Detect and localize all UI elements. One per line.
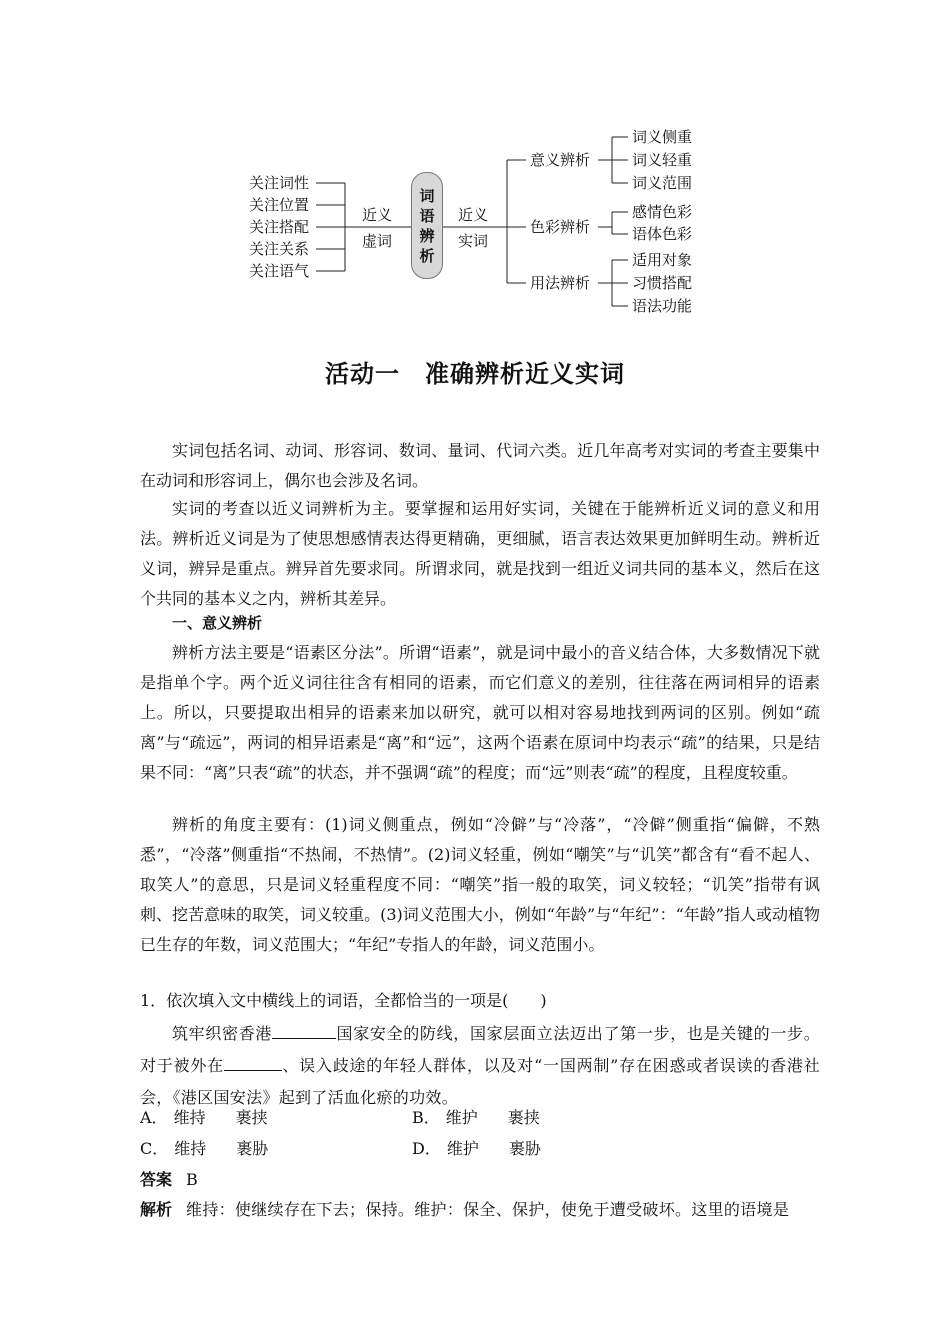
option-letter: D． [412, 1139, 441, 1158]
center-char: 辨 [419, 226, 435, 245]
page-title: 活动一 准确辨析近义实词 [325, 359, 625, 388]
left-label-bottom: 虚词 [362, 232, 393, 250]
option-word-2: 裹胁 [236, 1139, 269, 1158]
center-node [411, 172, 443, 279]
branch-item: 语法功能 [632, 297, 693, 315]
option-word-1: 维持 [173, 1108, 206, 1127]
paragraph: 实词的考查以近义词辨析为主。要掌握和运用好实词，关键在于能辨析近义词的意义和用法。辨析近义词是为了使思想感情表达得更精确，更细腻，语言表达效果更加鲜明生动。辨析近义词，辨异是重点。辨异首先要求同。所谓求同，就是找到一组近义词共同的基本义，然后在这个共同的基本义之内，辨析其差异。 [140, 499, 820, 608]
answer-label: 答案 [140, 1170, 173, 1189]
option-b [412, 1106, 540, 1130]
option-word-1: 维护 [445, 1108, 478, 1127]
fill-blank [272, 1024, 336, 1039]
branch-item: 语体色彩 [632, 225, 693, 243]
center-char: 词 [419, 186, 435, 205]
paragraph: 辨析的角度主要有：(1)词义侧重点，例如“冷僻”与“冷落”，“冷僻”侧重指“偏僻，不熟悉”，“冷落”侧重指“不热闹，不热情”。(2)词义轻重，例如“嘲笑”与“讥笑”都含有“看不起人、取笑人”的意思，只是词义轻重程度不同：“嘲笑”指一般的取笑，词义较轻；“讥笑”指带有讽刺、挖苦意味的取笑，词义较重。(3)词义范围大小，例如“年龄”与“年纪”：“年龄”指人或动植物已生存的年数，词义范围大；“年纪”专指人的年龄，词义范围小。 [140, 815, 820, 954]
analysis-line [140, 1198, 789, 1222]
center-char: 析 [419, 246, 435, 265]
branch-item: 词义轻重 [632, 151, 693, 169]
left-item: 关注搭配 [249, 218, 310, 236]
option-word-1: 维护 [446, 1139, 479, 1158]
option-letter: B． [412, 1108, 440, 1127]
option-word-2: 裹胁 [508, 1139, 541, 1158]
fill-blank [224, 1056, 282, 1071]
branch-item: 词义侧重 [632, 128, 693, 146]
branch-label: 用法辨析 [530, 274, 591, 292]
option-a [140, 1106, 268, 1130]
left-item: 关注语气 [249, 262, 310, 280]
option-c [140, 1137, 268, 1161]
option-d [412, 1137, 541, 1161]
option-word-2: 裹挟 [235, 1108, 268, 1127]
right-label-top: 近义 [458, 206, 489, 224]
center-char: 语 [419, 206, 435, 225]
branch-item: 习惯搭配 [632, 274, 693, 292]
branch-item: 适用对象 [632, 251, 693, 269]
right-label-bottom: 实词 [458, 232, 489, 250]
analysis-label: 解析 [140, 1200, 173, 1219]
left-item: 关注位置 [249, 196, 310, 214]
left-item: 关注词性 [249, 174, 310, 192]
branch-label: 色彩辨析 [530, 218, 591, 236]
passage-part: 国家安全的防线，国家层面立法迈出了第一步，也是关键的一步。对于被外在 [140, 1024, 820, 1075]
option-word-1: 维持 [174, 1139, 207, 1158]
option-letter: A． [140, 1108, 168, 1127]
answer-value: B [186, 1170, 198, 1189]
paragraph: 实词包括名词、动词、形容词、数词、量词、代词六类。近几年高考对实词的考查主要集中在动词和形容词上，偶尔也会涉及名词。 [140, 441, 820, 490]
question-stem: 1．依次填入文中横线上的词语，全都恰当的一项是( ) [140, 991, 547, 1010]
left-item: 关注关系 [249, 240, 310, 258]
question-passage [140, 1018, 820, 1114]
branch-label: 意义辨析 [530, 151, 591, 169]
left-label-top: 近义 [362, 206, 393, 224]
branch-item: 感情色彩 [632, 203, 693, 221]
mind-map [240, 125, 720, 325]
passage-part: 、误入歧途的年轻人群体，以及对“一国两制”存在困惑或者误读的香港社会，《港区国安法》起到了活血化瘀的功效。 [140, 1056, 820, 1107]
option-word-2: 裹挟 [507, 1108, 540, 1127]
option-letter: C． [140, 1139, 169, 1158]
paragraph: 辨析方法主要是“语素区分法”。所谓“语素”，就是词中最小的音义结合体，大多数情况下就是指单个字。两个近义词往往含有相同的语素，而它们意义的差别，往往落在两词相异的语素上。所以，只要提取出相异的语素来加以研究，就可以相对容易地找到两词的区别。例如“疏离”与“疏远”，两词的相异语素是“离”和“远”，这两个语素在原词中均表示“疏”的结果，只是结果不同：“离”只表“疏”的状态，并不强调“疏”的程度；而“远”则表“疏”的程度，且程度较重。 [140, 643, 820, 782]
passage-part: 筑牢织密香港 [172, 1024, 273, 1043]
analysis-text: 维持：使继续存在下去；保持。维护：保全、保护，使免于遭受破坏。这里的语境是 [186, 1200, 790, 1219]
branch-item: 词义范围 [632, 174, 693, 192]
section-heading: 一、意义辨析 [172, 614, 263, 632]
answer-line [140, 1168, 198, 1192]
